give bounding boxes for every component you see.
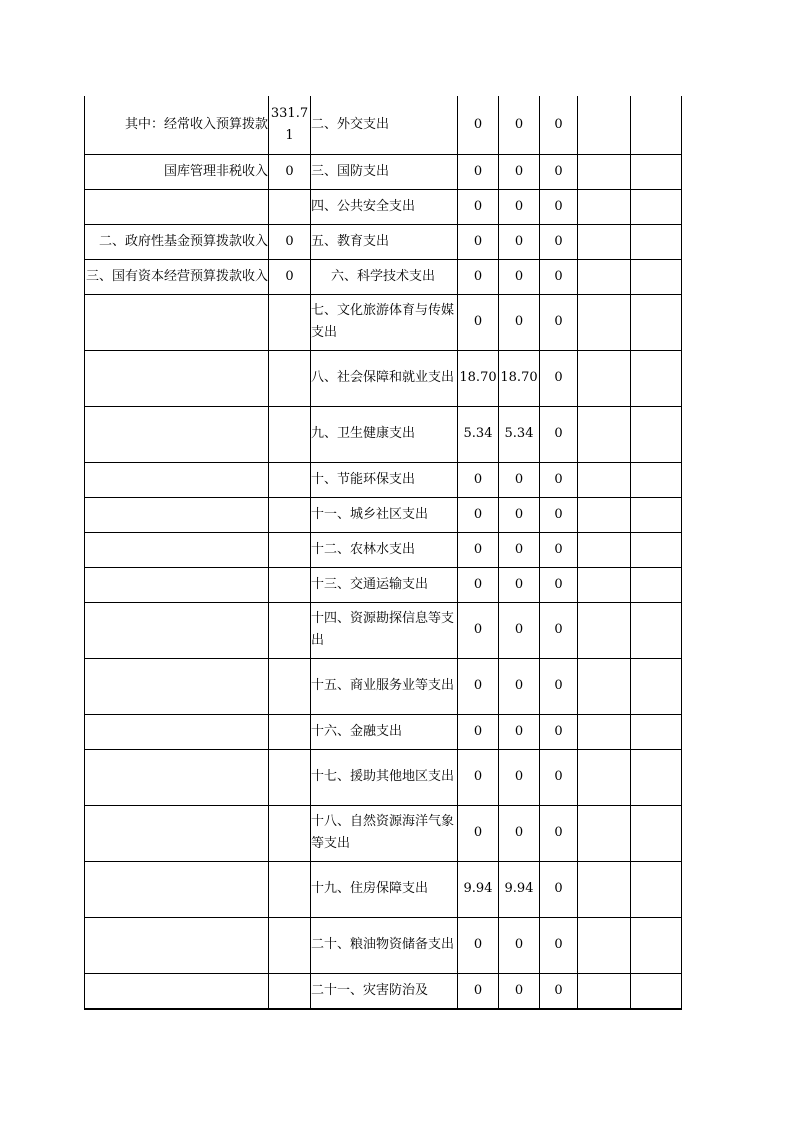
- value-cell: 0: [540, 749, 578, 805]
- income-label: [85, 917, 269, 973]
- value-cell: 0: [499, 462, 540, 497]
- empty-cell: [631, 259, 682, 294]
- income-label: [85, 658, 269, 714]
- value-cell: 0: [499, 259, 540, 294]
- income-label: [85, 189, 269, 224]
- income-value: 0: [269, 224, 311, 259]
- empty-cell: [631, 532, 682, 567]
- income-value: [269, 714, 311, 749]
- table-row: [85, 805, 682, 861]
- empty-cell: [631, 350, 682, 406]
- value-cell: 0: [540, 224, 578, 259]
- value-cell: 0: [458, 917, 499, 973]
- table-row: [85, 714, 682, 749]
- expense-label: 七、文化旅游体育与传媒支出: [311, 294, 458, 350]
- value-cell: 0: [458, 224, 499, 259]
- empty-cell: [631, 749, 682, 805]
- income-value: [269, 861, 311, 917]
- empty-cell: [578, 567, 631, 602]
- table-row: [85, 462, 682, 497]
- table-row: [85, 567, 682, 602]
- empty-cell: [578, 406, 631, 462]
- empty-cell: [631, 567, 682, 602]
- value-cell: 18.70: [458, 350, 499, 406]
- empty-cell: [578, 973, 631, 1009]
- value-cell: 0: [458, 462, 499, 497]
- empty-cell: [578, 532, 631, 567]
- table-row: [85, 497, 682, 532]
- empty-cell: [578, 805, 631, 861]
- value-cell: 0: [458, 189, 499, 224]
- value-cell: 0: [499, 154, 540, 189]
- empty-cell: [578, 462, 631, 497]
- value-cell: 0: [458, 532, 499, 567]
- value-cell: 0: [540, 189, 578, 224]
- income-label: [85, 350, 269, 406]
- empty-cell: [578, 96, 631, 154]
- value-cell: 0: [499, 749, 540, 805]
- empty-cell: [578, 497, 631, 532]
- value-cell: 0: [499, 973, 540, 1009]
- table-row: [85, 658, 682, 714]
- expense-label: 四、公共安全支出: [311, 189, 458, 224]
- income-label: 三、国有资本经营预算拨款收入: [85, 259, 269, 294]
- value-cell: 0: [540, 497, 578, 532]
- value-cell: 0: [540, 406, 578, 462]
- table-row: [85, 154, 682, 189]
- income-label: [85, 406, 269, 462]
- value-cell: 0: [458, 602, 499, 658]
- value-cell: 0: [499, 189, 540, 224]
- table-row: [85, 861, 682, 917]
- value-cell: 0: [499, 714, 540, 749]
- empty-cell: [578, 189, 631, 224]
- empty-cell: [631, 497, 682, 532]
- value-cell: 0: [499, 917, 540, 973]
- income-label: [85, 294, 269, 350]
- value-cell: 5.34: [499, 406, 540, 462]
- value-cell: 5.34: [458, 406, 499, 462]
- empty-cell: [631, 462, 682, 497]
- income-value: [269, 658, 311, 714]
- expense-label: 八、社会保障和就业支出: [311, 350, 458, 406]
- expense-label: 十七、援助其他地区支出: [311, 749, 458, 805]
- value-cell: 0: [458, 259, 499, 294]
- income-label: [85, 714, 269, 749]
- value-cell: 0: [499, 602, 540, 658]
- expense-label: 十九、住房保障支出: [311, 861, 458, 917]
- empty-cell: [578, 714, 631, 749]
- value-cell: 0: [540, 861, 578, 917]
- expense-label: 十、节能环保支出: [311, 462, 458, 497]
- expense-label: 二、外交支出: [311, 96, 458, 154]
- value-cell: 0: [540, 96, 578, 154]
- income-label: [85, 567, 269, 602]
- empty-cell: [578, 658, 631, 714]
- income-label: 国库管理非税收入: [85, 154, 269, 189]
- value-cell: 0: [499, 224, 540, 259]
- value-cell: 0: [540, 917, 578, 973]
- empty-cell: [631, 154, 682, 189]
- income-value: [269, 497, 311, 532]
- value-cell: 0: [458, 497, 499, 532]
- expense-label: 十三、交通运输支出: [311, 567, 458, 602]
- value-cell: 0: [458, 96, 499, 154]
- value-cell: 9.94: [458, 861, 499, 917]
- table-row: [85, 294, 682, 350]
- empty-cell: [631, 406, 682, 462]
- empty-cell: [578, 294, 631, 350]
- value-cell: 0: [540, 462, 578, 497]
- income-label: 其中：经常收入预算拨款: [85, 96, 269, 154]
- income-value: 0: [269, 154, 311, 189]
- table-row: [85, 917, 682, 973]
- empty-cell: [578, 154, 631, 189]
- value-cell: 0: [540, 154, 578, 189]
- value-cell: 0: [499, 294, 540, 350]
- income-value: [269, 294, 311, 350]
- expense-label: 十五、商业服务业等支出: [311, 658, 458, 714]
- expense-label: 十六、金融支出: [311, 714, 458, 749]
- table-row: [85, 406, 682, 462]
- value-cell: 0: [540, 259, 578, 294]
- value-cell: 0: [499, 805, 540, 861]
- empty-cell: [578, 602, 631, 658]
- table-row: [85, 224, 682, 259]
- empty-cell: [631, 602, 682, 658]
- income-label: [85, 805, 269, 861]
- income-label: 二、政府性基金预算拨款收入: [85, 224, 269, 259]
- income-label: [85, 861, 269, 917]
- budget-table: [84, 96, 682, 1010]
- value-cell: 0: [499, 497, 540, 532]
- empty-cell: [578, 224, 631, 259]
- empty-cell: [631, 96, 682, 154]
- income-label: [85, 497, 269, 532]
- empty-cell: [631, 861, 682, 917]
- expense-label: 十二、农林水支出: [311, 532, 458, 567]
- empty-cell: [631, 805, 682, 861]
- table-row: [85, 259, 682, 294]
- value-cell: 18.70: [499, 350, 540, 406]
- value-cell: 0: [458, 658, 499, 714]
- empty-cell: [631, 189, 682, 224]
- expense-label: 六、科学技术支出: [311, 259, 458, 294]
- income-value: [269, 406, 311, 462]
- value-cell: 0: [540, 805, 578, 861]
- value-cell: 0: [540, 658, 578, 714]
- expense-label: 十八、自然资源海洋气象等支出: [311, 805, 458, 861]
- income-label: [85, 532, 269, 567]
- income-label: [85, 462, 269, 497]
- income-value: [269, 805, 311, 861]
- table-row: [85, 532, 682, 567]
- income-label: [85, 602, 269, 658]
- income-label: [85, 749, 269, 805]
- value-cell: 0: [458, 973, 499, 1009]
- income-value: [269, 973, 311, 1009]
- income-value: 0: [269, 259, 311, 294]
- table-row: [85, 973, 682, 1009]
- income-value: [269, 917, 311, 973]
- value-cell: 0: [540, 350, 578, 406]
- table-row: [85, 749, 682, 805]
- value-cell: 0: [458, 749, 499, 805]
- expense-label: 九、卫生健康支出: [311, 406, 458, 462]
- empty-cell: [578, 350, 631, 406]
- table-row: [85, 602, 682, 658]
- value-cell: 0: [458, 805, 499, 861]
- empty-cell: [578, 259, 631, 294]
- expense-label: 二十、粮油物资储备支出: [311, 917, 458, 973]
- value-cell: 0: [458, 294, 499, 350]
- value-cell: 9.94: [499, 861, 540, 917]
- income-value: [269, 462, 311, 497]
- empty-cell: [631, 224, 682, 259]
- income-value: [269, 189, 311, 224]
- income-value: 331.71: [269, 96, 311, 154]
- empty-cell: [631, 973, 682, 1009]
- value-cell: 0: [540, 973, 578, 1009]
- income-value: [269, 350, 311, 406]
- empty-cell: [631, 917, 682, 973]
- table-row: [85, 96, 682, 154]
- table-row: [85, 189, 682, 224]
- value-cell: 0: [540, 294, 578, 350]
- income-label: [85, 973, 269, 1009]
- value-cell: 0: [540, 714, 578, 749]
- value-cell: 0: [458, 154, 499, 189]
- income-value: [269, 749, 311, 805]
- empty-cell: [631, 294, 682, 350]
- value-cell: 0: [540, 602, 578, 658]
- income-value: [269, 602, 311, 658]
- value-cell: 0: [499, 532, 540, 567]
- expense-label: 五、教育支出: [311, 224, 458, 259]
- value-cell: 0: [458, 567, 499, 602]
- expense-label: 十一、城乡社区支出: [311, 497, 458, 532]
- expense-label: 十四、资源勘探信息等支出: [311, 602, 458, 658]
- value-cell: 0: [499, 96, 540, 154]
- value-cell: 0: [499, 658, 540, 714]
- value-cell: 0: [458, 714, 499, 749]
- table-row: [85, 350, 682, 406]
- expense-label: 二十一、灾害防治及: [311, 973, 458, 1009]
- value-cell: 0: [540, 567, 578, 602]
- empty-cell: [631, 714, 682, 749]
- empty-cell: [578, 917, 631, 973]
- empty-cell: [631, 658, 682, 714]
- expense-label: 三、国防支出: [311, 154, 458, 189]
- empty-cell: [578, 749, 631, 805]
- empty-cell: [578, 861, 631, 917]
- value-cell: 0: [499, 567, 540, 602]
- income-value: [269, 567, 311, 602]
- table-body: [85, 96, 682, 1009]
- income-value: [269, 532, 311, 567]
- value-cell: 0: [540, 532, 578, 567]
